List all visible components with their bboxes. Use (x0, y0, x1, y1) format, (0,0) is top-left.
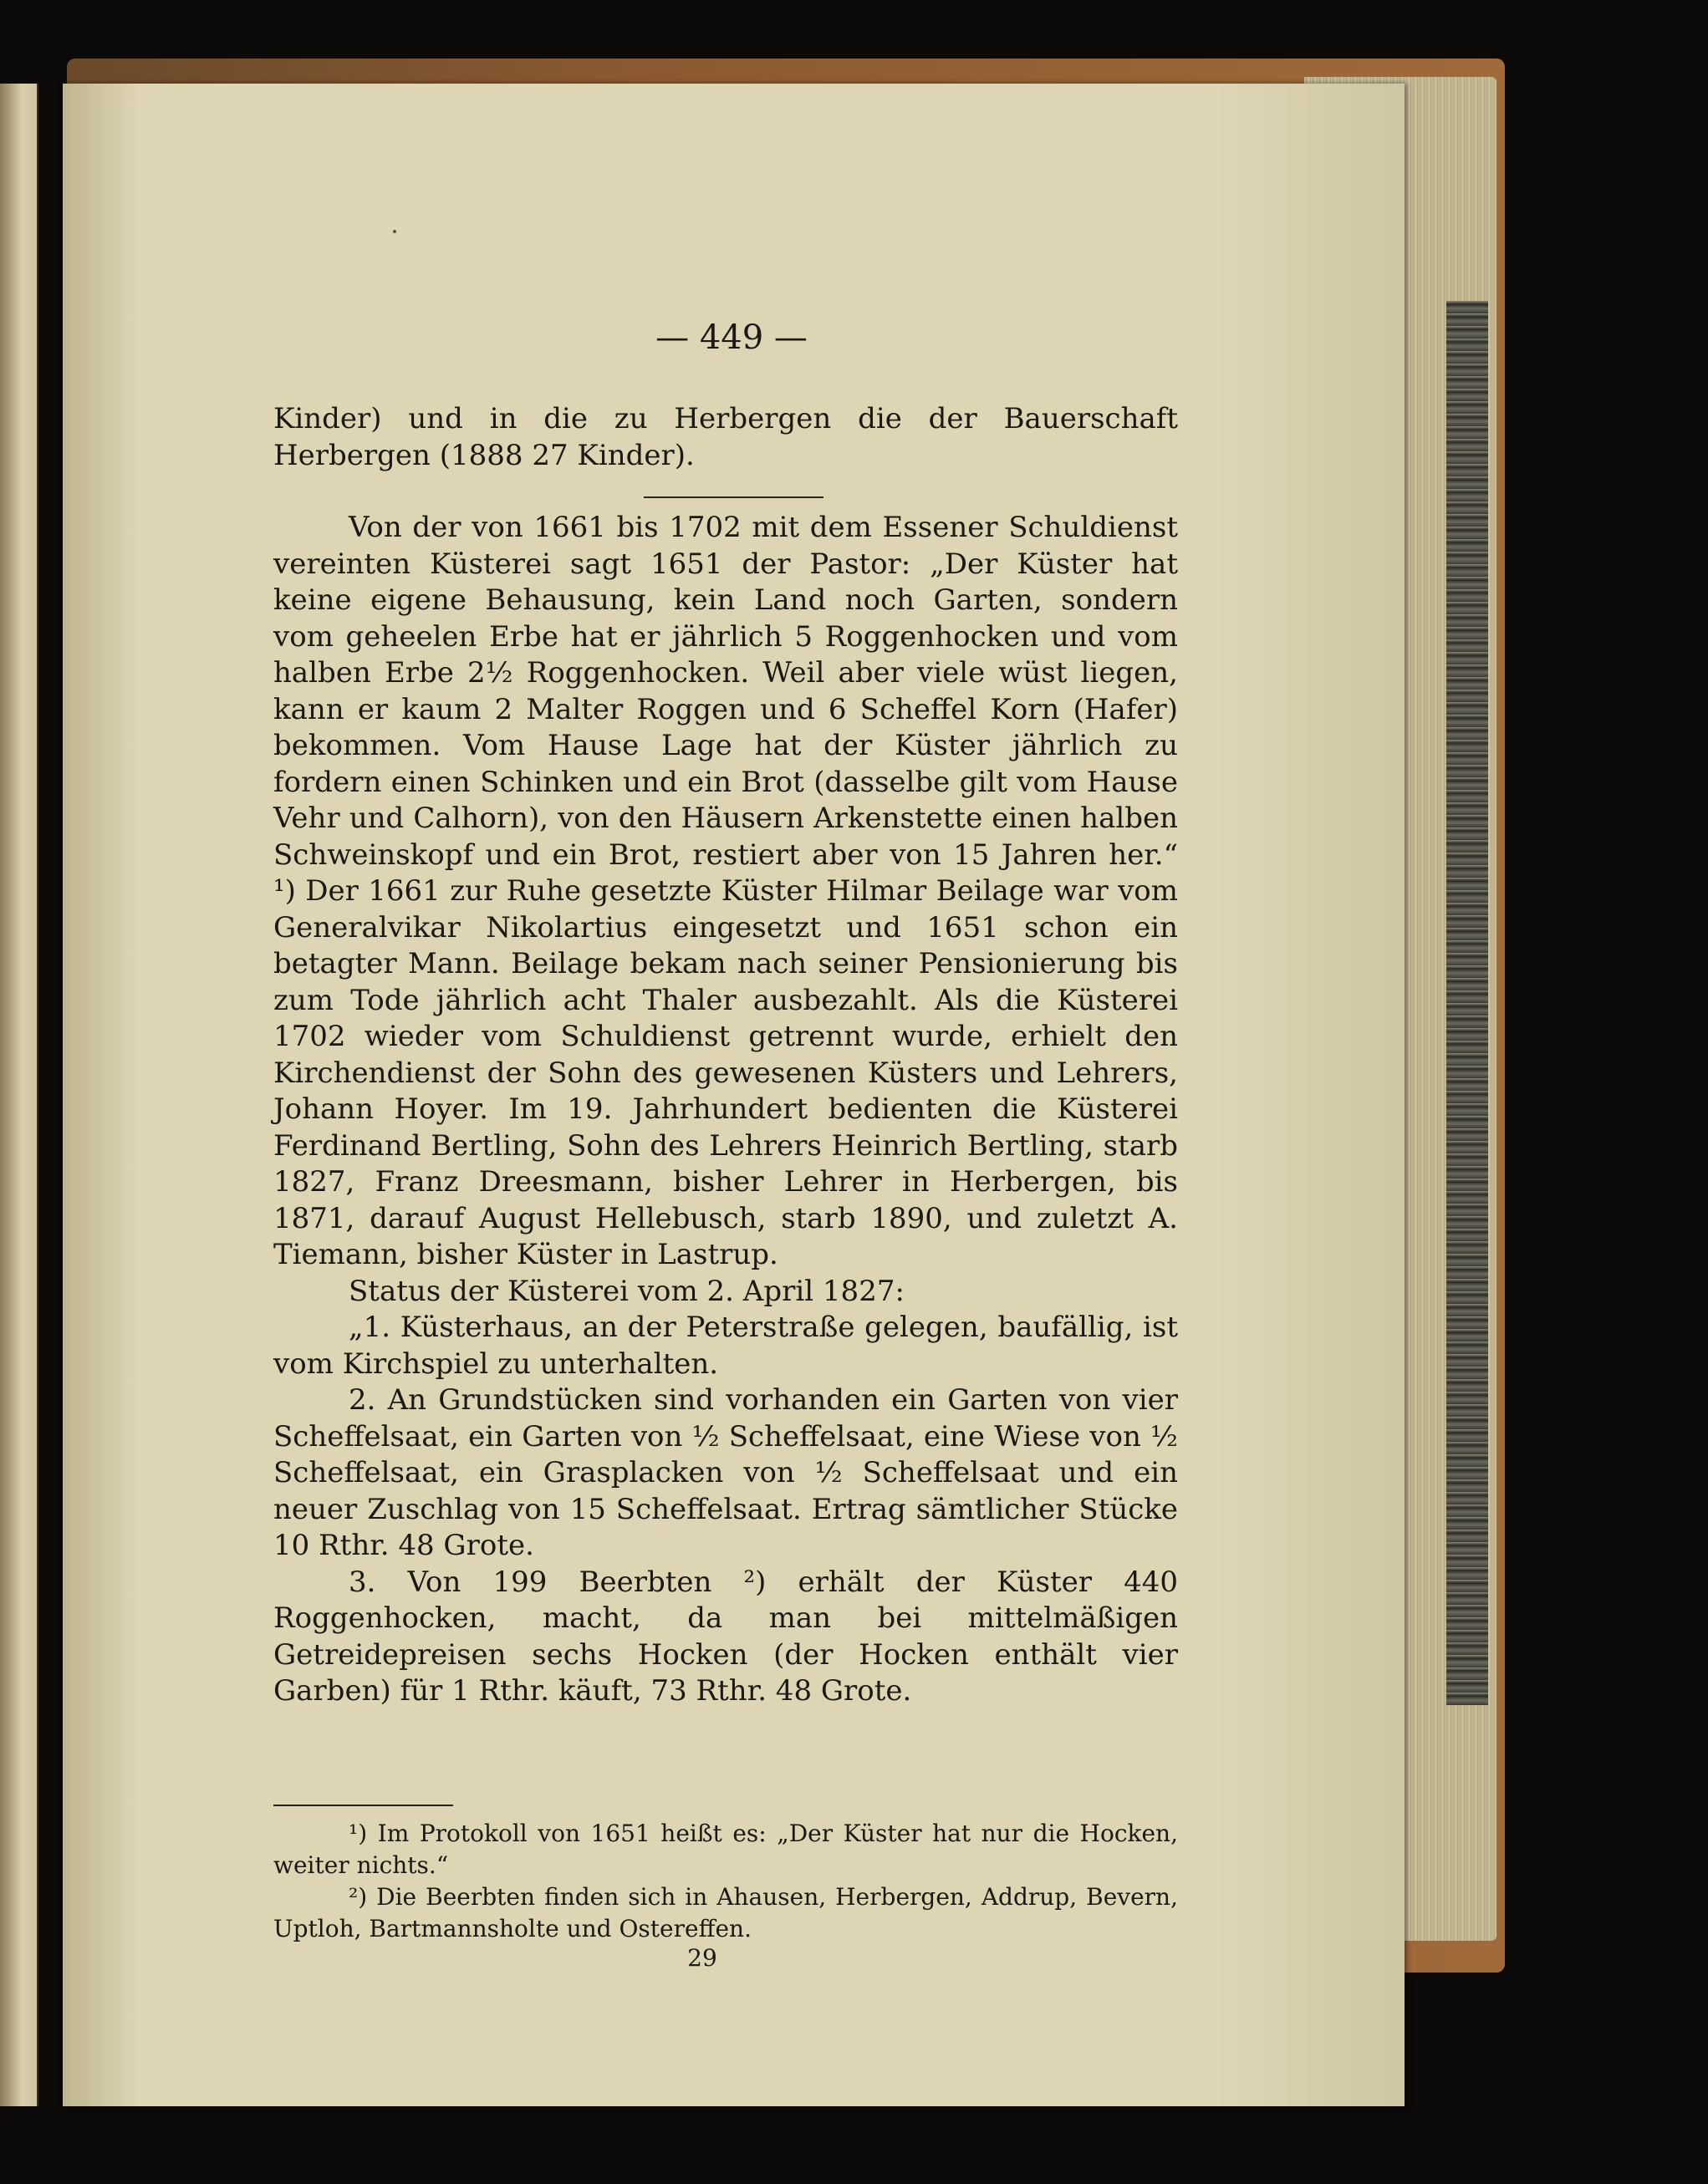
paragraph: „1. Küsterhaus, an der Peterstraße gelegen, baufällig, ist vom Kirchspiel zu unterhalten. (273, 1311, 1178, 1381)
footnote: ²) Die Beerbten finden sich in Ahausen, Herbergen, Addrup, Bevern, Uptloh, Bartmannsholte und Ostereffen. (273, 1883, 1178, 1942)
paragraph: Kinder) und in die zu Herbergen die der Bauerschaft Herbergen (1888 27 Kinder). (273, 402, 1178, 472)
main-text-continued (273, 510, 1178, 1710)
footnotes (273, 1818, 1178, 1945)
cover-marbled-strip (1446, 301, 1488, 1705)
paper-stain (393, 230, 396, 233)
paragraph: 2. An Grundstücken sind vorhanden ein Garten von vier Scheffelsaat, ein Garten von ½ Scheffelsaat, eine Wiese von ½ Scheffelsaat, ein Grasplacken von ½ Scheffelsaat und ein neuer Zuschlag von 15 Scheffelsaat. Ertrag sämtlicher Stücke 10 Rthr. 48 Grote. (273, 1383, 1178, 1562)
paragraph: Von der von 1661 bis 1702 mit dem Essener Schuldienst vereinten Küsterei sagt 1651 der Pastor: „Der Küster hat keine eigene Behausung, kein Land noch Garten, sondern vom geheelen Erbe hat er jährlich 5 Roggenhocken und vom halben Erbe 2½ Roggenhocken. Weil aber viele wüst liegen, kann er kaum 2 Malter Roggen und 6 Scheffel Korn (Hafer) bekommen. Vom Hause Lage hat der Küster jährlich zu fordern einen Schinken und ein Brot (dasselbe gilt vom Hause Vehr und Calhorn), von den Häusern Arkenstette einen halben Schweinskopf und ein Brot, restiert aber von 15 Jahren her.“ ¹) Der 1661 zur Ruhe gesetzte Küster Hilmar Beilage war vom Generalvikar Nikolartius eingesetzt und 1651 schon ein betagter Mann. Beilage bekam nach seiner Pensionierung bis zum Tode jährlich acht Thaler ausbezahlt. Als die Küsterei 1702 wieder vom Schuldienst getrennt wurde, erhielt den Kirchendienst der Sohn des gewesenen Küsters und Lehrers, Johann Hoyer. Im 19. Jahrhundert bedienten die Küsterei Ferdinand Bertling, Sohn des Lehrers Heinrich Bertling, starb 1827, Franz Dreesmann, bisher Lehrer in Herbergen, bis 1871, darauf August Hellebusch, starb 1890, und zuletzt A. Tiemann, bisher Küster in Lastrup. (273, 511, 1178, 1271)
paragraph: 3. Von 199 Beerbten ²) erhält der Küster 440 Roggenhocken, macht, da man bei mittelmäßigen Getreidepreisen sechs Hocken (der Hocken enthält vier Garben) für 1 Rthr. käuft, 73 Rthr. 48 Grote. (273, 1565, 1178, 1708)
section-divider (644, 496, 823, 498)
facing-page-edge (0, 84, 38, 2106)
main-text (273, 401, 1178, 474)
book-page (63, 84, 1405, 2106)
page-number: — 449 — (655, 318, 808, 357)
footnote: ¹) Im Protokoll von 1651 heißt es: „Der Küster hat nur die Hocken, weiter nichts.“ (273, 1820, 1178, 1879)
printer-signature: 29 (687, 1944, 717, 1972)
paragraph: Status der Küsterei vom 2. April 1827: (349, 1274, 905, 1308)
footnote-divider (273, 1805, 453, 1806)
